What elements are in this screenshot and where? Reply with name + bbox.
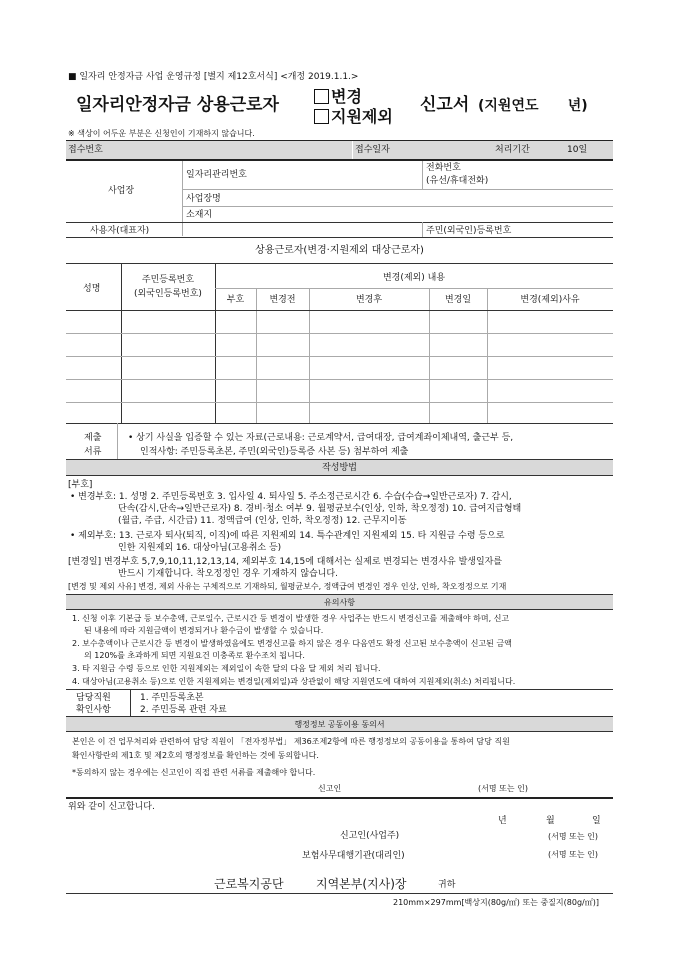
receipt-no-label: 접수번호 bbox=[68, 145, 103, 155]
method-exclude-2: 인한 지원제외 16. 대상아님(고용취소 등) bbox=[118, 543, 282, 553]
col-code: 부호 bbox=[226, 295, 245, 305]
col-after: 변경후 bbox=[355, 295, 383, 305]
verification-label-2: 확인사항 bbox=[76, 705, 111, 715]
footer-agency: 보험사무대행기관(대리인) bbox=[302, 851, 405, 861]
table-row bbox=[66, 333, 613, 334]
col-id: 주민등록번호 bbox=[141, 275, 195, 285]
notes-title: 유의사항 bbox=[324, 598, 355, 607]
documents-line-1: • 상기 사실을 입증할 수 있는 자료(근로내용: 근로계약서, 급여대장, 급여계좌이체내역, 출근부 등, bbox=[128, 433, 514, 443]
consent-reporter: 신고인 bbox=[318, 784, 342, 793]
address-label: 소재지 bbox=[186, 210, 213, 220]
employer-label: 사용자(대표자) bbox=[90, 226, 150, 236]
note-3: 3. 타 지원금 수령 등으로 인한 지원제외는 제외일이 속한 달의 다음 달 제외 처리 됩니다. bbox=[72, 664, 381, 673]
table-row bbox=[66, 356, 613, 357]
consent-title: 행정정보 공동이용 동의서 bbox=[294, 720, 385, 729]
table-row bbox=[66, 402, 613, 403]
footer-statement: 위와 같이 신고합니다. bbox=[68, 802, 155, 812]
col-change-group: 변경(제외) 내용 bbox=[382, 273, 446, 283]
note-2b: 의 120%를 초과하게 되면 지원요건 미충족로 환수조치 됩니다. bbox=[84, 651, 305, 660]
option-change: 변경 bbox=[314, 87, 362, 106]
note-4: 4. 대상아님(고용취소 등)으로 인한 지원제외는 변경일(제외일)과 상관없이 해당 지원연도에 대하여 지원제외(취소) 처리됩니다. bbox=[72, 677, 516, 686]
footer-month: 월 bbox=[546, 816, 555, 826]
phone-label: 전화번호 bbox=[426, 163, 461, 173]
col-before: 변경전 bbox=[269, 295, 296, 305]
processing-days: 10일 bbox=[567, 145, 588, 155]
consent-sign[interactable]: (서명 또는 인) bbox=[478, 784, 528, 793]
table-row bbox=[66, 379, 613, 380]
verification-item-2: 2. 주민등록 관련 자료 bbox=[140, 705, 227, 715]
receipt-date-label: 접수일자 bbox=[355, 145, 390, 155]
resident-no-label: 주민(외국인)등록번호 bbox=[426, 226, 512, 236]
method-date-2: 반드시 기재합니다. 착오정정인 경우 기재하지 않습니다. bbox=[118, 569, 338, 579]
addressee-honorific: 귀하 bbox=[438, 880, 456, 890]
method-code-header: [부호] bbox=[68, 480, 93, 490]
col-date: 변경일 bbox=[444, 295, 472, 305]
documents-line-2: 인적사항: 주민등록초본, 주민(외국인)등록증 사본 등) 첨부하여 제출 bbox=[140, 447, 409, 457]
footer-day: 일 bbox=[592, 816, 601, 826]
consent-text-2: 확인사항란의 제1호 및 제2호의 행정정보를 확인하는 것에 동의합니다. bbox=[72, 751, 319, 760]
verification-label: 담당직원 bbox=[76, 693, 111, 703]
note-1b: 된 내용에 따라 지원금액이 변경되거나 환수금이 발생할 수 있습니다. bbox=[84, 626, 324, 635]
addressee-branch: 지역본부(지사)장 bbox=[316, 877, 407, 891]
footer-reporter: 신고인(사업주) bbox=[340, 831, 400, 841]
footer-year: 년 bbox=[498, 816, 507, 826]
mgmt-no-label: 일자리관리번호 bbox=[186, 170, 247, 180]
exclude-checkbox[interactable] bbox=[314, 109, 329, 124]
method-exclude-1: • 제외부호: 13. 근로자 퇴사(퇴직, 이직)에 따른 지원제외 14. 특수관계인 지원제외 15. 타 지원금 수령 등으로 bbox=[70, 531, 505, 541]
processing-period-label: 처리기간 bbox=[495, 145, 530, 155]
method-change-1: • 변경부호: 1. 성명 2. 주민등록번호 3. 입사일 4. 퇴사일 5. 주소정근로시간 6. 수습(수습→일반근로자) 7. 감시, bbox=[70, 492, 512, 502]
form-title-report: 신고서 bbox=[420, 95, 470, 115]
method-date-1: [변경일] 변경부호 5,7,9,10,11,12,13,14, 제외부호 14,15에 대해서는 실제로 변경되는 변경사유 발생일자를 bbox=[68, 557, 503, 567]
phone-sub-label: (유선/휴대전화) bbox=[426, 176, 489, 186]
workplace-name-label: 사업장명 bbox=[186, 194, 221, 204]
method-change-3: (월급, 주급, 시간급) 11. 정액급여 (인상, 인하, 착오정정) 12. 근무지이동 bbox=[118, 516, 407, 526]
change-checkbox[interactable] bbox=[314, 89, 329, 104]
footer-agency-sign[interactable]: (서명 또는 인) bbox=[548, 850, 598, 859]
form-title: 일자리안정자금 상용근로자 bbox=[76, 95, 279, 115]
method-title: 작성방법 bbox=[322, 463, 357, 473]
workers-section-title: 상용근로자(변경·지원제외 대상근로자) bbox=[255, 245, 424, 256]
footer-reporter-sign[interactable]: (서명 또는 인) bbox=[548, 832, 598, 841]
note-1a: 1. 신청 이후 기본급 등 보수총액, 근로일수, 근로시간 등 변경이 발생한 경우 사업주는 반드시 변경신고를 제출해야 하며, 신고 bbox=[72, 614, 510, 623]
paper-spec: 210mm×297mm[백상지(80g/㎡) 또는 중질지(80g/㎡)] bbox=[393, 898, 599, 907]
consent-text-1: 본인은 이 건 업무처리와 관련하여 담당 직원이 「전자정부법」 제36조제2항에 따른 행정정보의 공동이용을 통하여 담당 직원 bbox=[72, 737, 510, 746]
shade-note: ※ 색상이 어두운 부분은 신청인이 기재하지 않습니다. bbox=[68, 129, 255, 138]
documents-label-2: 서류 bbox=[84, 447, 102, 457]
col-reason: 변경(제외)사유 bbox=[520, 295, 580, 305]
workplace-label: 사업장 bbox=[108, 186, 135, 196]
reception-row bbox=[66, 141, 613, 159]
option-exclude: 지원제외 bbox=[314, 107, 393, 126]
addressee-agency: 근로복지공단 bbox=[214, 877, 284, 891]
verification-item-1: 1. 주민등록초본 bbox=[140, 693, 204, 703]
documents-label: 제출 bbox=[84, 433, 102, 443]
method-change-2: 단속(감시,단속→일반근로자) 8. 경비·청소 여부 9. 월평균보수(인상, 인하, 착오정정) 10. 급여지급형태 bbox=[118, 504, 522, 514]
col-name: 성명 bbox=[83, 284, 101, 294]
note-2a: 2. 보수총액이나 근로시간 등 변경이 발생하였음에도 변경신고를 하지 않은 경우 다음연도 확정 신고된 보수총액이 신고된 금액 bbox=[72, 639, 512, 648]
col-id-foreign: (외국인등록번호) bbox=[134, 289, 202, 299]
consent-text-3: *동의하지 않는 경우에는 신고인이 직접 관련 서류를 제출해야 합니다. bbox=[72, 768, 316, 777]
support-year: (지원연도 년) bbox=[478, 98, 588, 114]
method-reason: [변경 및 제외 사유] 변경, 제외 사유는 구체적으로 기재하되, 월평균보수, 정액급여 변경인 경우 인상, 인하, 착오정정으로 기재 bbox=[68, 582, 507, 591]
regulation-note: ■ 일자리 안정자금 사업 운영규정 [별지 제12호서식] <개정 2019.1.1.> bbox=[68, 72, 359, 82]
